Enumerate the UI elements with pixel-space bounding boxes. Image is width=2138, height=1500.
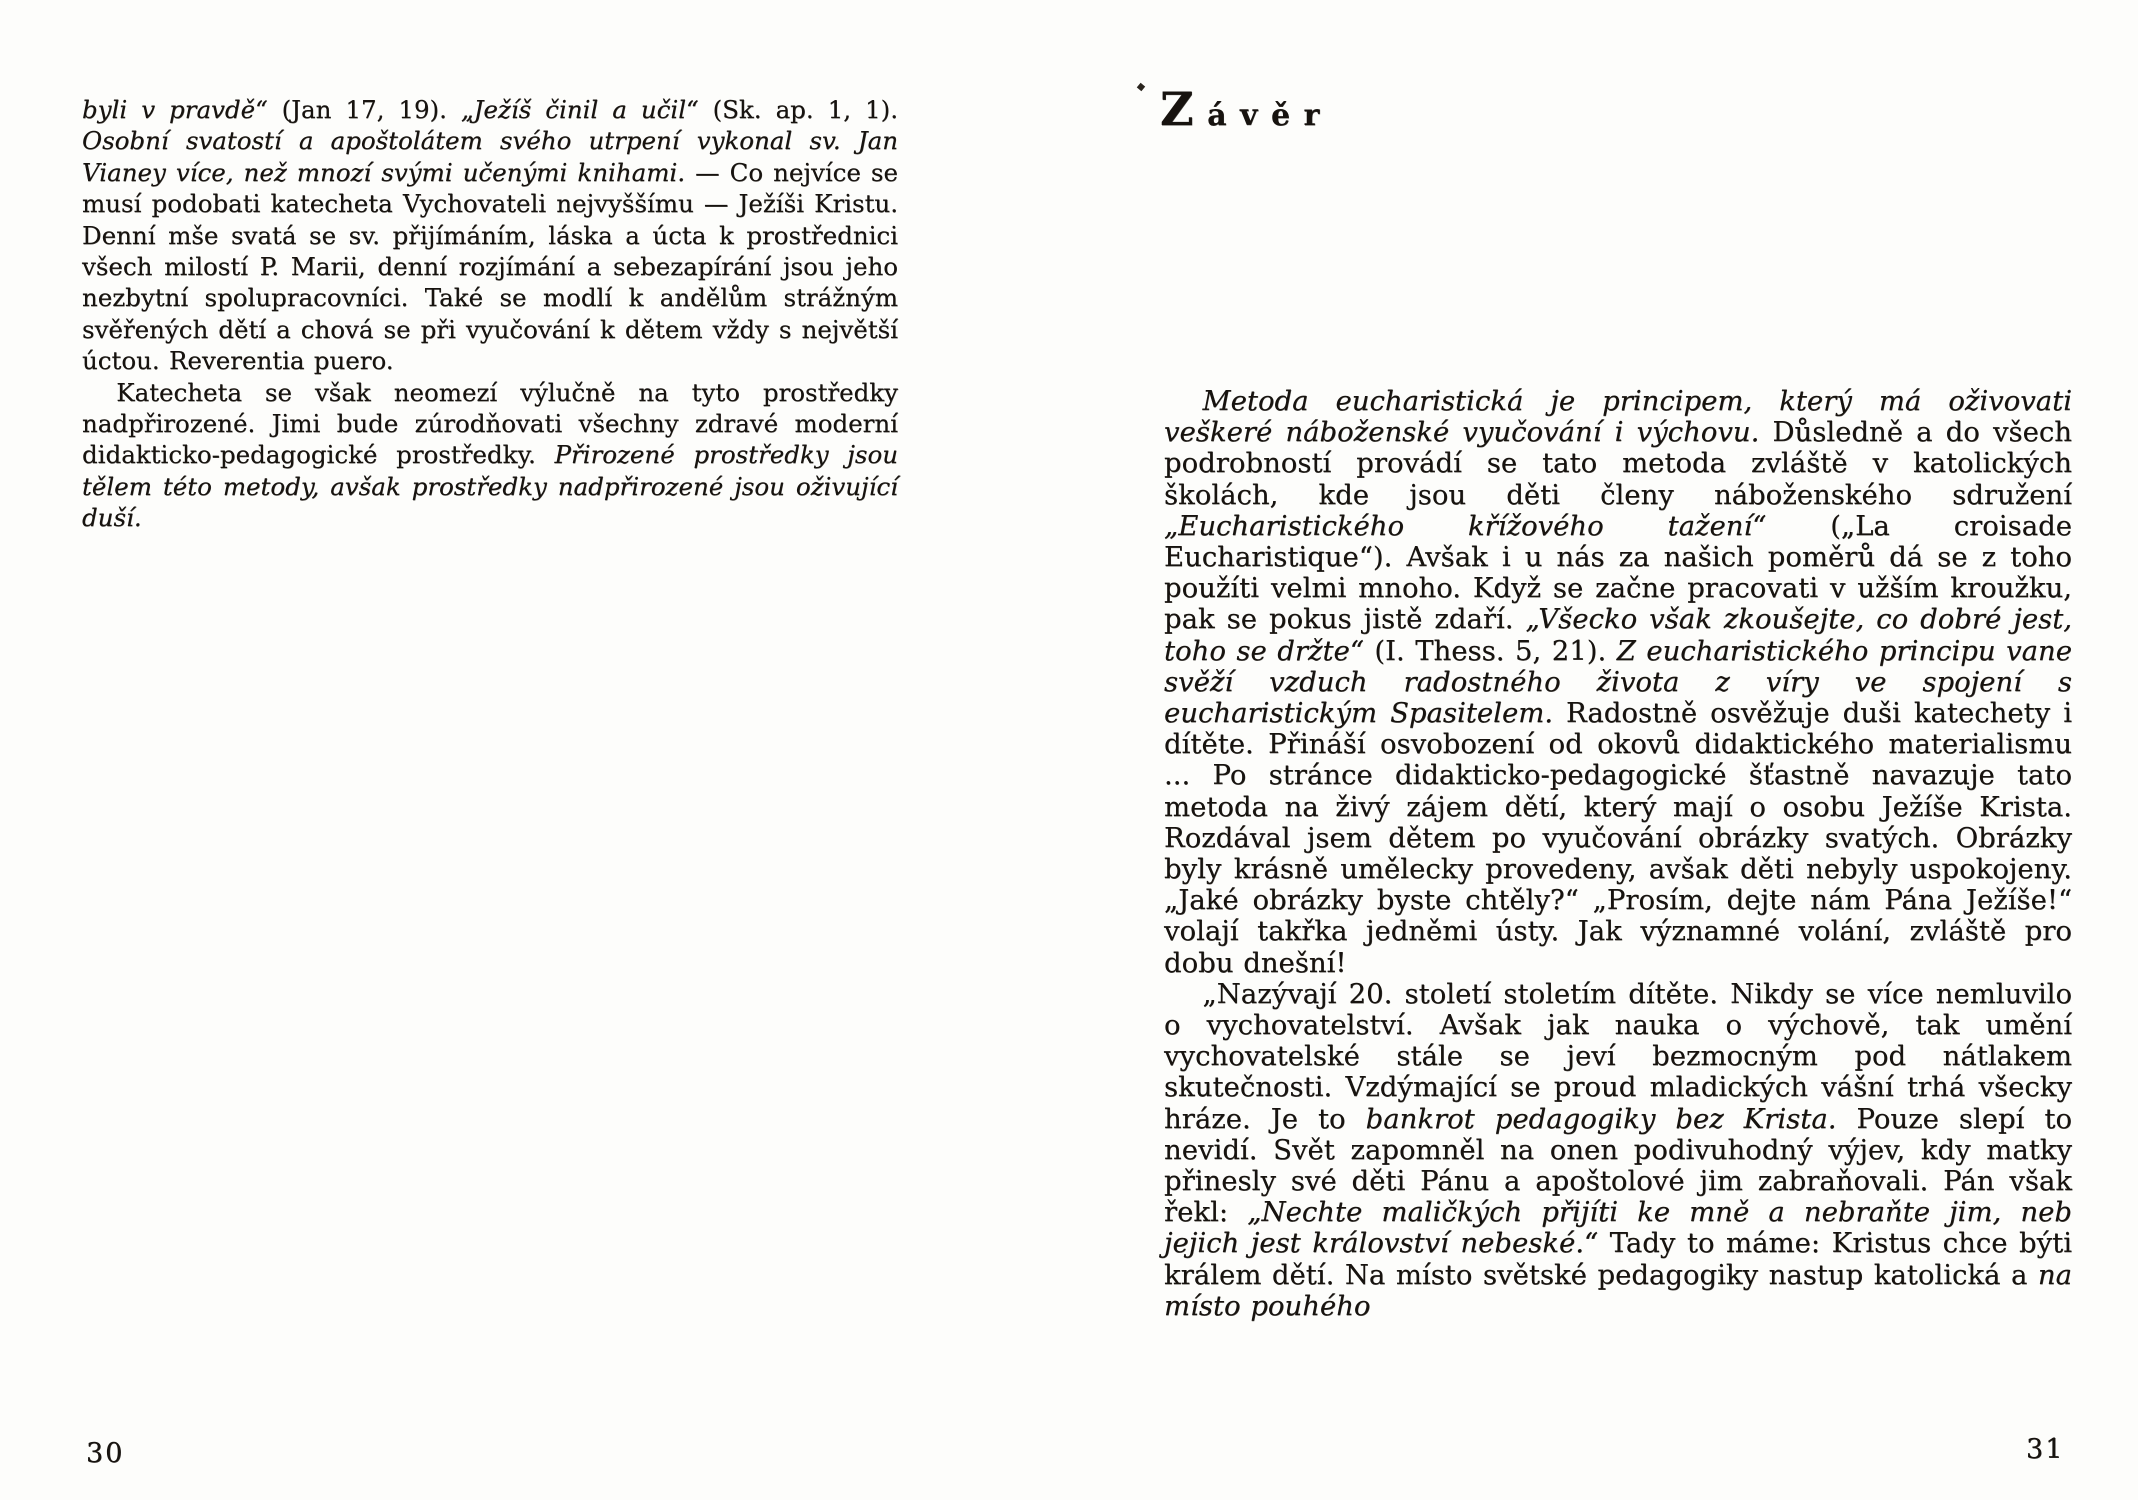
- text-segment: Tady to máme: Kristus chce býti králem dětí. Na místo světské pedagogiky nastup katolická a: [1164, 1227, 2072, 1291]
- italic-text-segment: bankrot pedagogiky bez Krista.: [1365, 1102, 1837, 1135]
- italic-text-segment: na místo pouhého: [1164, 1258, 2072, 1322]
- text-segment: „Nazývají 20. století stoletím dítěte. Nikdy se více nemluvilo o vychovatelství. Avšak jak nauka o výchově, tak umění vychovatelské stále se jeví bezmocným pod nátlakem skutečnosti. Vzdýmající se proud mladických vášní trhá všecky hráze. Je to: [1164, 977, 2072, 1135]
- paragraph: [82, 94, 898, 377]
- right-page-number: 31: [2026, 1434, 2065, 1465]
- italic-text-segment: Přirozené prostředky jsou tělem této metody, avšak prostředky nadpřirozené jsou oživující duší.: [82, 440, 898, 533]
- text-segment: (Sk. ap. 1, 1).: [698, 95, 898, 124]
- italic-text-segment: Metoda eucharistická je principem, který má oživovati veškeré náboženské vyučování i výchovu.: [1164, 385, 2072, 449]
- text-segment: Radostně osvěžuje duši katechety i dítěte. Přináší osvobození od okovů didaktického materialismu ... Po stránce didakticko-pedagogické šťastně navazuje tato metoda na živý zájem dětí, který mají o osobu Ježíše Krista. Rozdával jsem dětem po vyučování obrázky svatých. Obrázky byly krásně umělecky provedeny, avšak děti nebyly uspokojeny. „Jaké obrázky byste chtěly?“ „Prosím, dejte nám Pána Ježíše!“ volají takřka jedněmi ústy. Jak významné volání, zvláště pro dobu dnešní!: [1164, 697, 2072, 979]
- italic-text-segment: „Nechte maličkých přijíti ke mně a nebraňte jim, neb jejich jest království nebeské.“: [1164, 1196, 2072, 1260]
- print-artifact-dot: [1137, 83, 1145, 91]
- italic-text-segment: „Eucharistického křížového tažení“: [1164, 509, 1767, 542]
- text-segment: („La croisade Eucharistique“). Avšak i u nás za našich poměrů dá se z toho použíti velmi mnoho. Když se začne pracovati v užším kroužku, pak se pokus jistě zdaří.: [1164, 509, 2072, 636]
- text-segment: Pouze slepí to nevidí. Svět zapomněl na onen podivuhodný výjev, kdy matky přinesly své děti Pánu a apoštolové jim zabraňovali. Pán však řekl:: [1164, 1102, 2073, 1229]
- paragraph: [1164, 979, 2072, 1322]
- text-segment: Důsledně a do všech podrobností provádí se tato metoda zvláště v katolických školách, kde jsou děti členy náboženského sdružení: [1164, 416, 2072, 511]
- italic-text-segment: „Ježíš činil a učil“: [460, 95, 699, 124]
- text-segment: — Co nejvíce se musí podobati katecheta Vychovateli nejvyššímu — Ježíši Kristu. Denní mše svatá se sv. přijímáním, láska a úcta k prostřednici všech milostí P. Marii, denní rozjímání a sebezapírání jsou jeho nezbytní spolupracovníci. Také se modlí k andělům strážným svěřených dětí a chová se při vyučování k dětem vždy s největší úctou. Reverentia puero.: [82, 157, 898, 376]
- chapter-heading: [1160, 82, 1333, 136]
- paragraph: [1164, 386, 2072, 979]
- italic-text-segment: „Všecko však zkoušejte, co dobré jest, toho se držte“: [1164, 603, 2072, 667]
- italic-text-segment: Osobní svatostí a apoštolátem svého utrpení vykonal sv. Jan Vianey více, než mnozí svými učenými knihami.: [82, 126, 898, 187]
- text-segment: (Jan 17, 19).: [267, 95, 461, 124]
- text-segment: (I. Thess. 5, 21).: [1363, 634, 1617, 667]
- paragraph: [82, 377, 898, 534]
- italic-text-segment: Z eucharistického principu vane svěží vzduch radostného života z víry ve spojení s eucharistickým Spasitelem.: [1164, 634, 2072, 730]
- chapter-heading-text: Závěr: [1160, 82, 1333, 136]
- left-page-text: [82, 94, 898, 534]
- left-page-number: 30: [86, 1438, 125, 1469]
- text-segment: Katecheta se však neomezí výlučně na tyto prostředky nadpřirozené. Jimi bude zúrodňovati všechny zdravé moderní didakticko-pedagogické prostředky.: [82, 377, 898, 470]
- italic-text-segment: byli v pravdě“: [82, 95, 268, 124]
- right-page-text: [1164, 386, 2072, 1322]
